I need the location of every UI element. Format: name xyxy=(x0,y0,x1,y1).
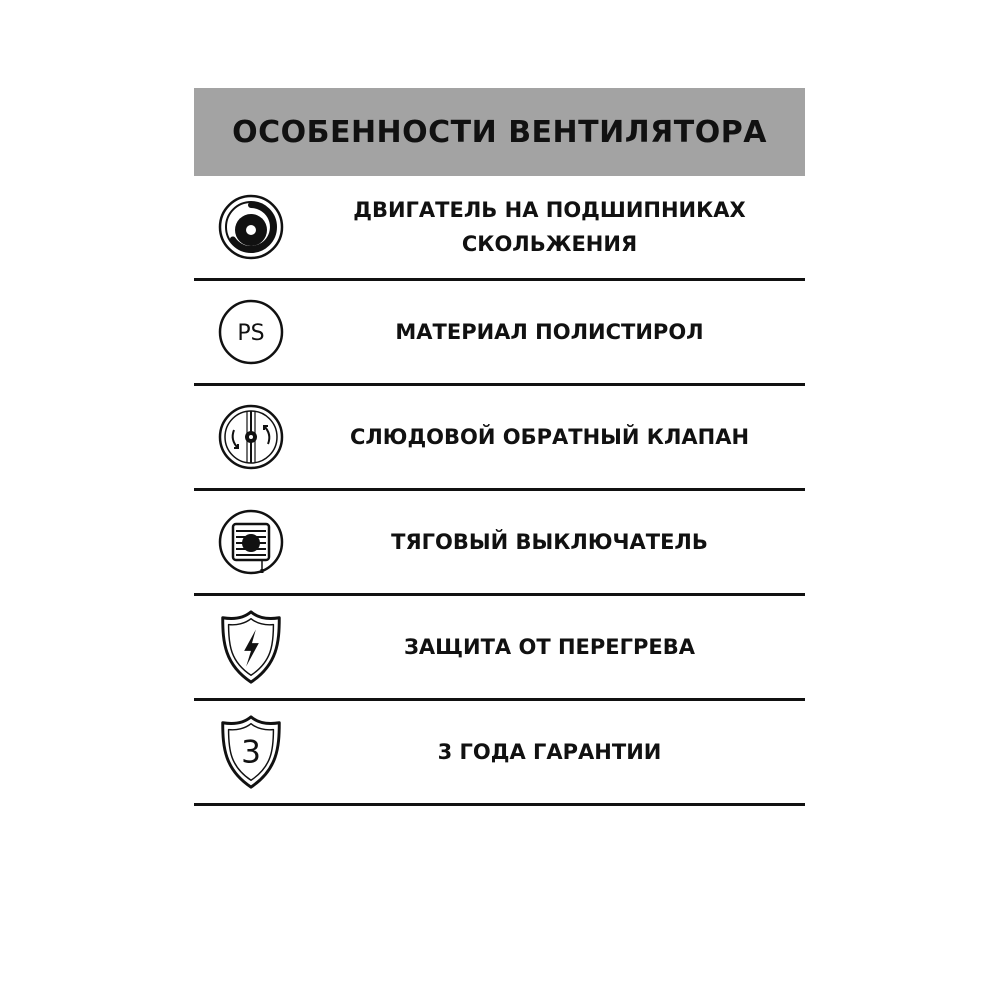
feature-label: СЛЮДОВОЙ ОБРАТНЫЙ КЛАПАН xyxy=(349,425,750,449)
feature-row-warranty xyxy=(194,701,805,806)
polystyrene-icon-text: PS xyxy=(237,321,265,346)
feature-label: 3 ГОДА ГАРАНТИИ xyxy=(437,740,662,764)
features-panel xyxy=(194,88,805,806)
polystyrene-icon xyxy=(216,297,286,367)
feature-row-material xyxy=(194,281,805,386)
feature-row-bearing xyxy=(194,176,805,281)
feature-label: МАТЕРИАЛ ПОЛИСТИРОЛ xyxy=(395,320,704,344)
overheat-protection-icon xyxy=(216,612,286,682)
feature-row-valve xyxy=(194,386,805,491)
check-valve-icon xyxy=(216,402,286,472)
feature-label: ДВИГАТЕЛЬ НА ПОДШИПНИКАХ СКОЛЬЖЕНИЯ xyxy=(353,198,746,256)
header-bar xyxy=(194,88,805,176)
header-title: ОСОБЕННОСТИ ВЕНТИЛЯТОРА xyxy=(232,114,767,150)
warranty-shield-icon xyxy=(216,717,286,787)
feature-row-switch xyxy=(194,491,805,596)
warranty-icon-text: 3 xyxy=(241,734,261,771)
bearing-motor-icon xyxy=(216,192,286,262)
feature-label: ЗАЩИТА ОТ ПЕРЕГРЕВА xyxy=(404,635,695,659)
feature-label: ТЯГОВЫЙ ВЫКЛЮЧАТЕЛЬ xyxy=(391,530,708,554)
feature-row-overheat xyxy=(194,596,805,701)
pull-switch-icon xyxy=(216,507,286,577)
